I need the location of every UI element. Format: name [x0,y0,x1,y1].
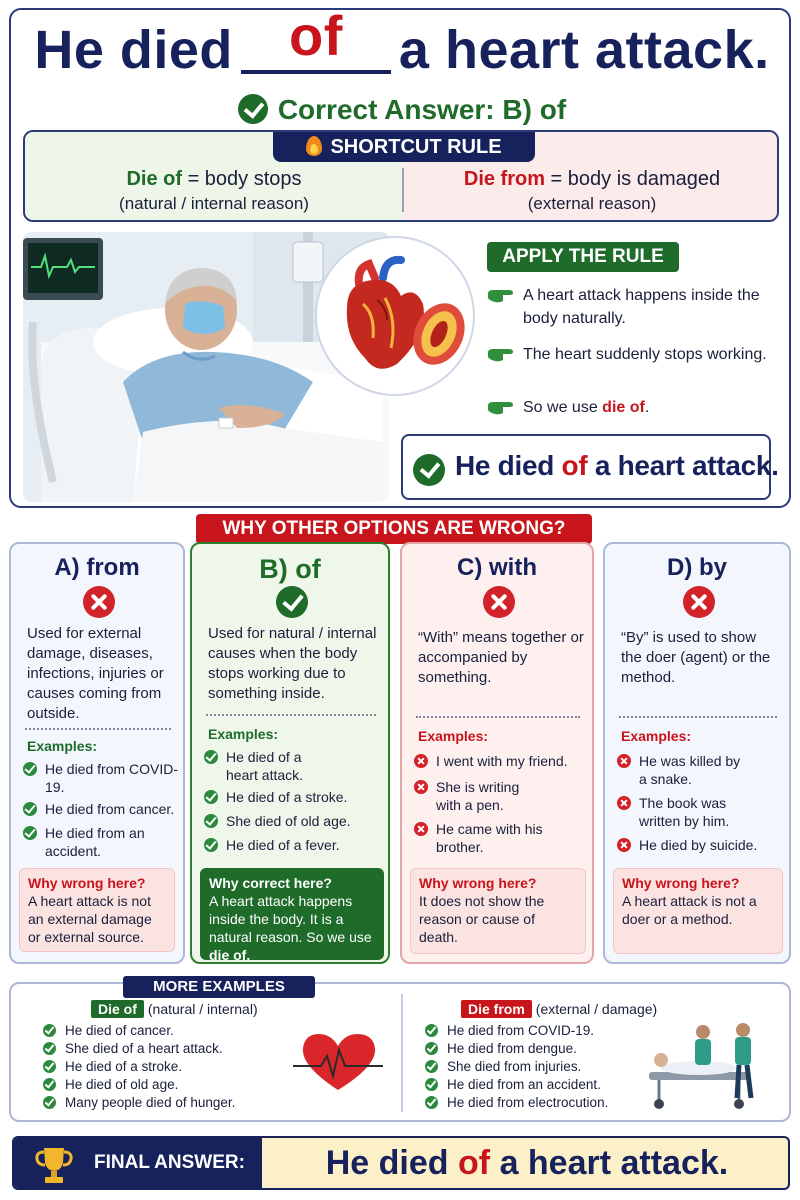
apply-rule-item: The heart suddenly stops working. [487,343,777,366]
more-example-item: Many people died of hunger. [43,1094,235,1112]
example-item: He died from an accident. [23,824,181,860]
check-icon [425,1042,438,1055]
die-of-emphasis: die of [602,399,645,416]
apply-rule-item: So we use die of. [487,396,777,419]
x-icon [617,754,631,768]
example-item: The book was written by him. [617,794,747,830]
x-icon [617,838,631,852]
check-icon [425,1078,438,1091]
die-of-header: Die of (natural / internal) [91,1000,258,1018]
x-circle-icon [683,586,715,618]
more-example-item: He died of cancer. [43,1022,174,1040]
examples-label: Examples: [418,728,489,744]
examples-label: Examples: [621,728,692,744]
x-icon [414,780,428,794]
check-icon [425,1060,438,1073]
option-title: C) with [457,554,537,581]
more-example-item: He died from electrocution. [425,1094,608,1112]
more-example-item: She died from injuries. [425,1058,581,1076]
answer-sentence: He died of a heart attack. [455,450,779,481]
why-wrong-note: Why wrong here? A heart attack is not an external damage or external source. [19,868,175,952]
option-description: “With” means together or accompanied by something. [418,629,584,686]
example-item: He came with his brother. [414,820,564,856]
die-from-term: Die from [463,168,545,190]
option-title: A) from [54,554,140,581]
more-example-item: He died from COVID-19. [425,1022,594,1040]
pointing-hand-icon [487,345,515,363]
die-of-term: Die of [126,168,183,190]
final-answer-label-panel [14,1138,262,1188]
heart-icon [293,1030,383,1094]
correct-answer-line [11,94,793,126]
more-examples-tag: MORE EXAMPLES [123,976,315,998]
answer-box [401,434,779,500]
sentence-start: He died [34,20,233,80]
check-icon [204,838,218,852]
example-item: He died from COVID-19. [23,760,181,796]
check-icon [23,826,37,840]
why-wrong-note: Why wrong here? It does not show the reason or cause of death. [410,868,586,954]
example-item: He died of a stroke. [204,788,384,806]
examples-label: Examples: [27,738,98,754]
sentence-end: a heart attack. [398,20,770,80]
check-circle-icon [413,454,445,486]
option-description: Used for external damage, diseases, infections, injuries or causes coming from outside. [27,625,164,722]
check-icon [23,802,37,816]
final-answer-label: FINAL ANSWER: [94,1152,245,1173]
check-icon [204,814,218,828]
check-icon [43,1078,56,1091]
option-description: “By” is used to show the doer (agent) or the method. [621,629,771,686]
final-answer-sentence: He died of a heart attack. [325,1144,729,1182]
final-answer-bar [12,1136,790,1190]
example-item: She is writing with a pen. [414,778,524,814]
example-item: He was killed by a snake. [617,752,747,788]
example-item: I went with my friend. [414,752,586,770]
check-icon [204,750,218,764]
divider [416,716,580,718]
check-circle-icon [238,94,268,124]
divider [206,714,376,716]
check-icon [43,1024,56,1037]
example-item: He died by suicide. [617,836,785,854]
option-description: Used for natural / internal causes when the body stops working due to something inside. [208,625,377,702]
x-circle-icon [483,586,515,618]
flame-icon [306,136,322,156]
apply-rule-tag: APPLY THE RULE [487,242,679,272]
more-example-item: He died from an accident. [425,1076,601,1094]
x-icon [617,796,631,810]
apply-rule-item: A heart attack happens inside the body naturally. [487,284,777,330]
why-wrong-banner: WHY OTHER OPTIONS ARE WRONG? [196,514,592,544]
option-card-c [400,542,594,964]
more-examples-card [9,978,791,1122]
pointing-hand-icon [487,398,515,416]
die-of-note: (natural / internal reason) [119,194,309,213]
more-example-item: She died of a heart attack. [43,1040,223,1058]
check-icon [43,1096,56,1109]
blank-answer: of [288,4,343,67]
stretcher-illustration [639,1022,769,1112]
shortcut-rule-tag: SHORTCUT RULE [273,132,535,162]
divider [25,728,171,730]
examples-label: Examples: [208,726,279,742]
pointing-hand-icon [487,286,515,304]
x-circle-icon [83,586,115,618]
check-icon [425,1096,438,1109]
check-icon [43,1060,56,1073]
check-icon [43,1042,56,1055]
correct-answer-text: Correct Answer: B) of [277,94,567,125]
divider [619,716,777,718]
trophy-icon [32,1144,76,1186]
heart-anatomy-illustration [315,236,475,396]
x-icon [414,754,428,768]
more-example-item: He died of a stroke. [43,1058,182,1076]
question-card [9,4,791,508]
example-item: He died of a heart attack. [204,748,384,784]
option-card-b [190,542,390,964]
option-title: D) by [667,554,727,581]
check-icon [425,1024,438,1037]
die-from-definition: = body is damaged [545,168,721,190]
more-example-item: He died from dengue. [425,1040,577,1058]
question-sentence [11,4,793,81]
answer-blank [241,4,391,74]
check-circle-icon [276,586,308,618]
more-example-item: He died of old age. [43,1076,178,1094]
die-of-definition: = body stops [182,168,302,190]
example-item: She died of old age. [204,812,384,830]
example-item: He died of a fever. [204,836,384,854]
more-examples-divider [401,994,403,1112]
die-from-note: (external reason) [527,194,657,213]
rule-divider [402,168,404,212]
why-wrong-note: Why wrong here? A heart attack is not a doer or a method. [613,868,783,954]
why-correct-note: Why correct here? A heart attack happens inside the body. It is a natural reason. So we use die of. [200,868,384,960]
x-icon [414,822,428,836]
example-item: He died from cancer. [23,800,181,818]
die-from-header: Die from (external / damage) [461,1000,657,1018]
option-card-a [9,542,185,964]
option-card-d [603,542,791,964]
shortcut-rule-box [23,130,779,222]
check-icon [23,762,37,776]
check-icon [204,790,218,804]
option-title: B) of [259,554,321,584]
